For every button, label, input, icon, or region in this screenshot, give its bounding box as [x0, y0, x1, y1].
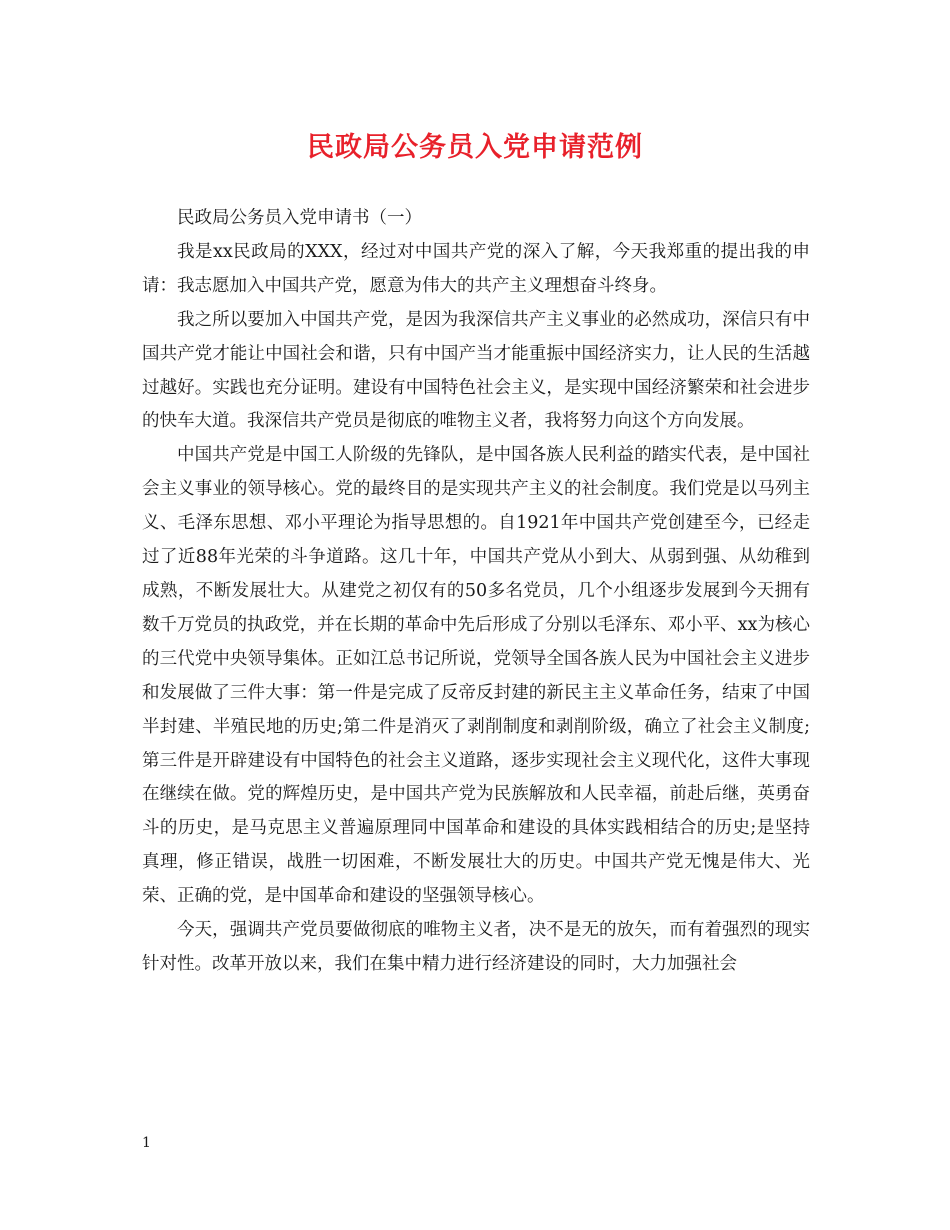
document-title: 民政局公务员入党申请范例: [307, 132, 643, 163]
paragraph: 我之所以要加入中国共产党，是因为我深信共产主义事业的必然成功，深信只有中国共产党才能让中国社会和谐，只有中国产当才能重振中国经济实力，让人民的生活越过越好。实践也充分证明。建设有中国特色社会主义，是实现中国经济繁荣和社会进步的快车大道。我深信共产党员是彻底的唯物主义者，我将努力向这个方向发展。: [142, 309, 810, 432]
paragraph-subheading: 民政局公务员入党申请书（一）: [177, 208, 422, 228]
paragraph: 中国共产党是中国工人阶级的先锋队，是中国各族人民利益的踏实代表，是中国社会主义事业的领导核心。党的最终目的是实现共产主义的社会制度。我们党是以马列主义、毛泽东思想、邓小平理论为指导思想的。自1921年中国共产党创建至今，已经走过了近88年光荣的斗争道路。这几十年，中国共产党从小到大、从弱到强、从幼稚到成熟，不断发展壮大。从建党之初仅有的50多名党员，几个小组逐步发展到今天拥有数千万党员的执政党，并在长期的革命中先后形成了分别以毛泽东、邓小平、xx为核心的三代党中央领导集体。正如江总书记所说，党领导全国各族人民为中国社会主义进步和发展做了三件大事：第一件是完成了反帝反封建的新民主主义革命任务，结束了中国半封建、半殖民地的历史;第二件是消灭了剥削制度和剥削阶级，确立了社会主义制度;第三件是开辟建设有中国特色的社会主义道路，逐步实现社会主义现代化，这件大事现在继续在做。党的辉煌历史，是中国共产党为民族解放和人民幸福，前赴后继，英勇奋斗的历史，是马克思主义普遍原理同中国革命和建设的具体实践相结合的历史;是坚持真理，修正错误，战胜一切困难，不断发展壮大的历史。中国共产党无愧是伟大、光荣、正确的党，是中国革命和建设的坚强领导核心。: [142, 445, 810, 907]
paragraph: 今天，强调共产党员要做彻底的唯物主义者，决不是无的放矢，而有着强烈的现实针对性。改革开放以来，我们在集中精力进行经济建设的同时，大力加强社会: [142, 920, 810, 974]
document-body: [142, 202, 810, 982]
paragraph: 我是xx民政局的XXX，经过对中国共产党的深入了解，今天我郑重的提出我的申请：我志愿加入中国共产党，愿意为伟大的共产主义理想奋斗终身。: [142, 241, 810, 296]
page-number: 1: [142, 1135, 151, 1151]
